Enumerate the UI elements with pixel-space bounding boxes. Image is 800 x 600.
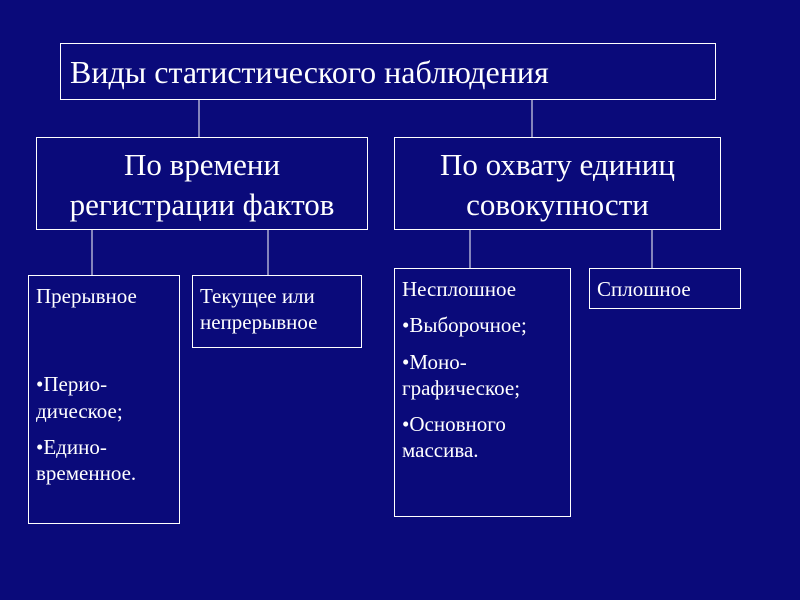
list-item-one-time-line-1: •Едино-: [36, 434, 107, 459]
list-item-main-mass-line-2: массива.: [402, 438, 479, 463]
list-item-sample-line-1: •Выборочное;: [402, 313, 527, 338]
by-time-heading-line-2: регистрации фактов: [69, 186, 335, 222]
by-coverage-heading-line-1: По охвату единиц: [440, 147, 675, 182]
current-box: [192, 275, 362, 348]
by-coverage-box: [394, 137, 721, 230]
noncomplete-label: Несплошное: [402, 277, 517, 301]
list-item-periodic-line-1: •Перио-: [36, 372, 108, 397]
list-item-sample: [402, 312, 564, 338]
current-line-2: непрерывное: [200, 310, 318, 335]
list-item-one-time: [36, 434, 173, 487]
diagram-title: Виды статистического наблюдения: [70, 54, 549, 90]
complete-box: [589, 268, 741, 309]
discontinuous-label: Прерывное: [36, 284, 137, 308]
list-item-main-mass-line-1: •Основного: [402, 412, 506, 436]
discontinuous-box: [28, 275, 180, 524]
list-item-one-time-line-2: временное.: [36, 461, 137, 485]
discontinuous-spacer: [36, 319, 173, 371]
list-item-periodic: [36, 371, 173, 424]
by-time-heading-line-1: По времени: [123, 147, 281, 182]
list-item-monographic-line-2: графическое;: [402, 375, 521, 400]
current-line-1: Текущее или: [200, 284, 315, 308]
complete-label: Сплошное: [597, 277, 691, 301]
by-coverage-heading-line-2: совокупности: [466, 186, 649, 222]
noncomplete-box: [394, 268, 571, 517]
diagram-title-box: [60, 43, 716, 100]
list-item-monographic-line-1: •Моно-: [402, 349, 467, 374]
by-time-box: [36, 137, 368, 230]
list-item-main-mass: [402, 411, 564, 464]
list-item-monographic: [402, 349, 564, 402]
list-item-periodic-line-2: дическое;: [36, 398, 123, 423]
